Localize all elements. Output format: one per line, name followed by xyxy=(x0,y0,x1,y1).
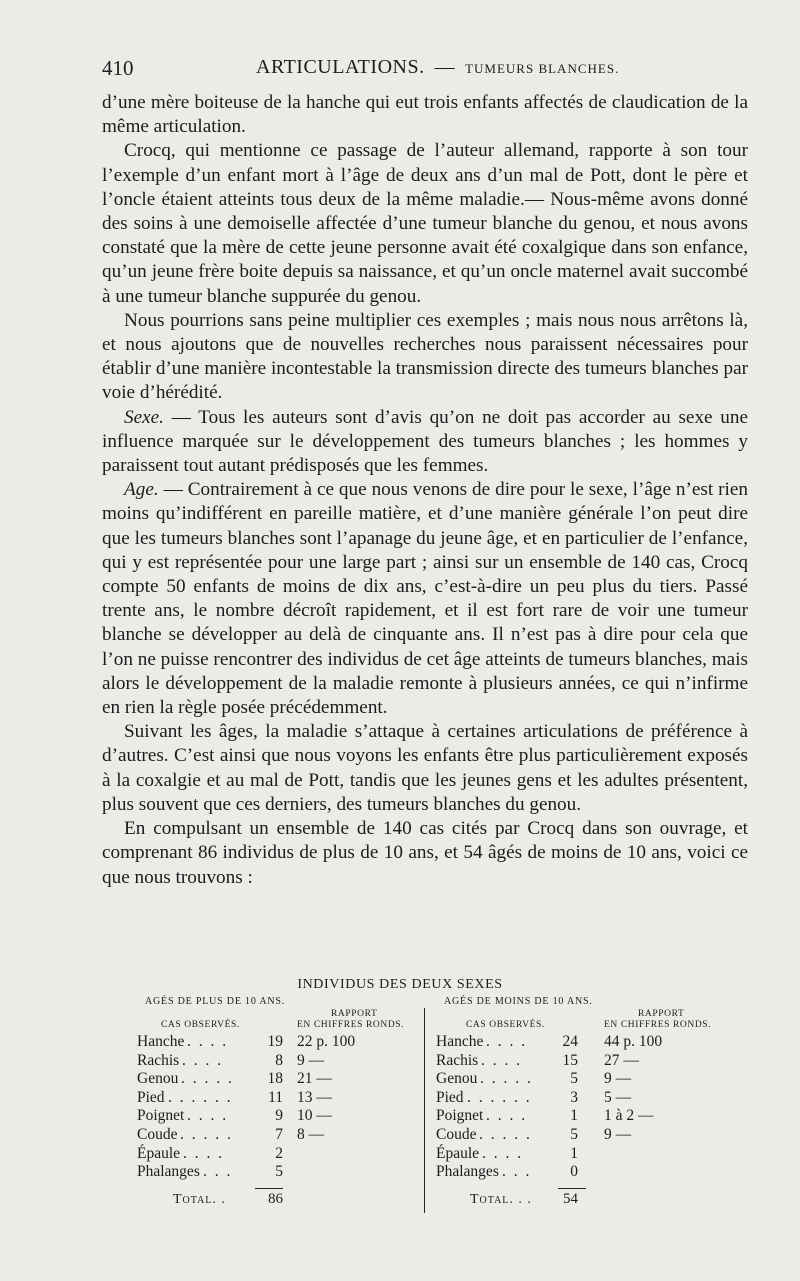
joint-name: Hanche xyxy=(436,1033,484,1050)
joint-name: Genou xyxy=(436,1070,478,1088)
table-row xyxy=(436,1052,726,1071)
leader-dots: . . . xyxy=(502,1163,532,1181)
case-count: 11 xyxy=(268,1088,283,1106)
group-heading: AGÉS DE PLUS DE 10 ANS. xyxy=(145,996,286,1007)
col-ratio: RAPPORT xyxy=(331,1009,378,1019)
section-title: TUMEURS BLANCHES. xyxy=(465,61,620,76)
table-row xyxy=(137,1145,422,1164)
leader-dots: . . . . xyxy=(486,1107,528,1125)
joint-name: Poignet xyxy=(436,1107,484,1125)
page-number: 410 xyxy=(102,56,134,80)
ratio-value: 1 à 2 — xyxy=(604,1107,654,1125)
col-cases: CAS OBSERVÉS. xyxy=(161,1020,240,1030)
col-ratio-sub: EN CHIFFRES RONDS. xyxy=(604,1020,712,1030)
paragraph-text: — Contrairement à ce que nous venons de dire pour le sexe, l’âge n’est rien moins qu’indifférent en pareille matière, et d’une manière générale l’on peut dire que les tumeurs blanches sont l’apanage du jeune âge, et en particulier de l’enfance, qui y est représentée pour une large part ; ainsi sur un ensemble de 140 cas, Crocq compte 50 enfants de moins de dix ans, c’est-à-dire un peu plus du tiers. Passé trente ans, le nombre décroît rapidement, et il est fort rare de voir une tumeur blanche se développer au delà de cinquante ans. Il n’est pas à dire pour cela que l’on ne puisse rencontrer des individus de cet âge atteints de tumeurs blanches, mais alors le développement de la maladie remonte à plusieurs années, ce qui n’infirme en rien la règle posée précédemment. xyxy=(102,479,748,719)
case-count: 3 xyxy=(570,1088,578,1106)
table-rows xyxy=(137,1033,422,1182)
joint-name: Épaule xyxy=(137,1144,181,1162)
ratio-value: 9 — xyxy=(604,1125,632,1143)
total-label: Total. . . xyxy=(470,1191,532,1207)
col-ratio: RAPPORT xyxy=(638,1009,685,1019)
joint-name: Pied xyxy=(137,1088,165,1106)
total-value: 54 xyxy=(563,1190,578,1207)
case-count: 24 xyxy=(562,1033,578,1050)
ratio-value: 44 p. 100 xyxy=(604,1033,663,1050)
leader-dots: . . . xyxy=(203,1163,233,1181)
total-row xyxy=(137,1186,422,1208)
paragraph-sexe xyxy=(102,406,748,479)
col-ratio-sub: EN CHIFFRES RONDS. xyxy=(297,1020,405,1030)
case-count: 0 xyxy=(570,1163,578,1181)
case-count: 5 xyxy=(570,1125,578,1143)
paragraph: d’une mère boiteuse de la hanche qui eut trois enfants affectés de claudication de la même articulation. xyxy=(102,92,748,138)
leader-dots: . . . . . xyxy=(180,1125,233,1143)
chapter-title: ARTICULATIONS. xyxy=(256,56,425,78)
case-count: 2 xyxy=(275,1144,283,1162)
joint-name: Rachis xyxy=(137,1051,180,1069)
running-title xyxy=(256,56,619,79)
ratio-value: 9 — xyxy=(604,1070,632,1088)
leader-dots: . . . . xyxy=(481,1051,523,1069)
case-count: 15 xyxy=(562,1051,578,1069)
total-rule xyxy=(558,1188,586,1189)
leader-dots: . . . . . . xyxy=(168,1088,233,1106)
table-row xyxy=(137,1089,422,1108)
joint-name: Phalanges xyxy=(436,1163,499,1181)
ratio-value: 9 — xyxy=(297,1051,325,1069)
joint-name: Genou xyxy=(137,1070,179,1088)
table-left xyxy=(137,996,422,1208)
ratio-value: 21 — xyxy=(297,1070,332,1088)
ratio-value: 8 — xyxy=(297,1125,325,1143)
column-headers xyxy=(436,1007,726,1033)
paragraph: En compulsant un ensemble de 140 cas cités par Crocq dans son ouvrage, et comprenant 86 individus de plus de 10 ans, et 54 âgés de moins de 10 ans, voici ce que nous trouvons : xyxy=(102,818,748,888)
joint-name: Coude xyxy=(137,1125,178,1143)
total-rule xyxy=(255,1188,283,1189)
leader-dots: . . . . xyxy=(182,1051,224,1069)
case-count: 18 xyxy=(267,1070,283,1088)
running-header xyxy=(102,56,748,84)
leader-dots: . . . . xyxy=(187,1107,229,1125)
ratio-value: 5 — xyxy=(604,1088,632,1106)
case-count: 19 xyxy=(267,1033,283,1050)
ratio-value: 10 — xyxy=(297,1107,332,1125)
table-row xyxy=(137,1163,422,1182)
leader-dots: . . . . . xyxy=(181,1070,234,1088)
paragraph-lead: Age. xyxy=(124,479,159,501)
paragraph: Nous pourrions sans peine multiplier ces exemples ; mais nous nous arrêtons là, et nous ajoutons que de nouvelles recherches nous paraissent nécessaires pour établir d’une manière incontestable la transmission directe des tumeurs blanches par voie d’hérédité. xyxy=(102,309,748,404)
case-count: 5 xyxy=(275,1163,283,1181)
group-heading: AGÉS DE MOINS DE 10 ANS. xyxy=(444,996,593,1007)
case-count: 1 xyxy=(570,1107,578,1125)
case-count: 9 xyxy=(275,1107,283,1125)
table-row xyxy=(137,1107,422,1126)
table-title: INDIVIDUS DES DEUX SEXES xyxy=(297,977,503,992)
joint-name: Rachis xyxy=(436,1051,479,1069)
joint-name: Pied xyxy=(436,1088,464,1106)
table-row xyxy=(137,1126,422,1145)
leader-dots: . . . . xyxy=(486,1033,528,1050)
paragraph-age xyxy=(102,478,748,720)
table-row xyxy=(436,1126,726,1145)
table-rows xyxy=(436,1033,726,1182)
joint-name: Phalanges xyxy=(137,1163,200,1181)
leader-dots: . . . . . xyxy=(480,1070,533,1088)
case-count: 5 xyxy=(570,1070,578,1088)
joint-name: Épaule xyxy=(436,1144,480,1162)
table-row xyxy=(436,1145,726,1164)
table-row xyxy=(137,1070,422,1089)
ratio-value: 22 p. 100 xyxy=(297,1033,356,1050)
paragraph: Suivant les âges, la maladie s’attaque à certaines articulations de préférence à d’autres. C’est ainsi que nous voyons les enfants être plus particulièrement exposés à la coxalgie et au mal de Pott, tandis que les jeunes gens et les adultes présentent, plus souvent que ces derniers, des tumeurs blanches du genou. xyxy=(102,721,748,815)
case-count: 8 xyxy=(275,1051,283,1069)
case-count: 7 xyxy=(275,1125,283,1143)
joint-name: Hanche xyxy=(137,1033,185,1050)
table-row xyxy=(137,1033,422,1052)
total-row xyxy=(436,1186,726,1208)
table-row xyxy=(436,1107,726,1126)
body-text xyxy=(102,91,748,890)
paragraph: Crocq, qui mentionne ce passage de l’auteur allemand, rapporte à son tour l’exemple d’un enfant mort à l’âge de deux ans d’un mal de Pott, dont le père et l’oncle étaient atteints tous deux de la même maladie.— Nous-même avons donné des soins à une demoiselle affectée d’une tumeur blanche du genou, et nous avons constaté que la mère de cette jeune personne avait été coxalgique dans son enfance, qu’un jeune frère boite depuis sa naissance, et qu’un oncle maternel avait succombé à une tumeur blanche suppurée du genou. xyxy=(102,140,748,307)
title-dash: — xyxy=(434,56,456,78)
leader-dots: . . . . xyxy=(482,1144,524,1162)
leader-dots: . . . . xyxy=(183,1144,225,1162)
leader-dots: . . . . . . xyxy=(467,1088,532,1106)
ratio-value: 27 — xyxy=(604,1051,639,1069)
joint-name: Coude xyxy=(436,1125,477,1143)
case-count: 1 xyxy=(570,1144,578,1162)
table-row xyxy=(436,1070,726,1089)
table-row xyxy=(137,1052,422,1071)
paragraph-lead: Sexe. xyxy=(124,406,164,428)
ratio-value: 13 — xyxy=(297,1088,332,1106)
table-row xyxy=(436,1089,726,1108)
table-row xyxy=(436,1033,726,1052)
column-headers xyxy=(137,1007,422,1033)
total-value: 86 xyxy=(268,1190,283,1207)
paragraph-text: — Tous les auteurs sont d’avis qu’on ne doit pas accorder au sexe une influence marquée sur le développement des tumeurs blanches ; les hommes y paraissent tout autant prédisposés que les femmes. xyxy=(102,406,748,477)
leader-dots: . . . . . xyxy=(479,1125,532,1143)
col-cases: CAS OBSERVÉS. xyxy=(466,1020,545,1030)
leader-dots: . . . . xyxy=(187,1033,229,1050)
table-row xyxy=(436,1163,726,1182)
joint-name: Poignet xyxy=(137,1107,185,1125)
table-right xyxy=(436,996,726,1208)
total-label: Total. . xyxy=(173,1191,226,1207)
column-divider xyxy=(424,1008,425,1213)
